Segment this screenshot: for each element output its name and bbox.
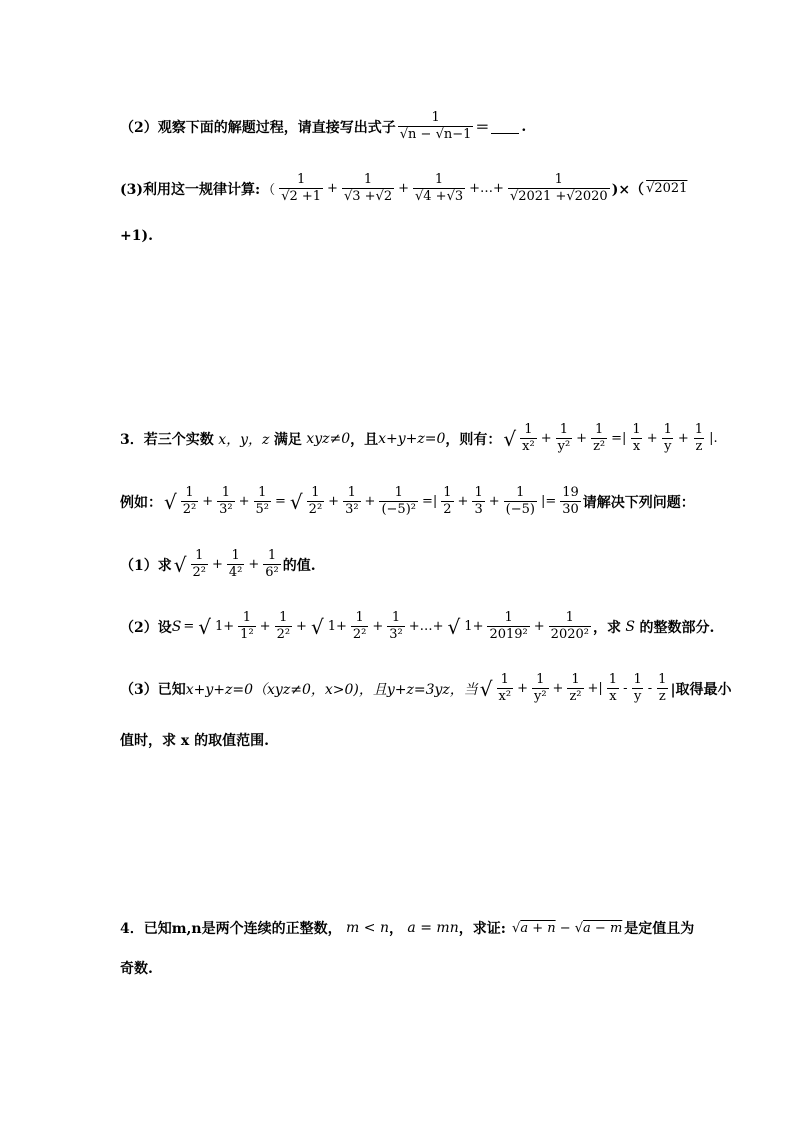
q2-part3: (3)利用这一规律计算: （ $\frac{1}{√2 +1}$ + $\frac{1}{√3 +√2}$ + $\frac{1}{√4 +√3}$ +…+ $\frac{1}{√2021 +√2020}$ )×（ √2021	[120, 172, 688, 204]
q3-intro: 3．若三个实数 x，y，z 满足 xyz≠0 ，且 x+y+z=0 ，则有： √ $\frac{1}{\text{x²}}$ + $\frac{1}{\text{y²}}$ + $\frac{1}{\text{z²}}$ =| $\frac{1}{x}$ + $\frac{1}{y}$ + $\frac{1}{z}$ |.	[120, 422, 718, 454]
q2-part2-eq: ＝	[475, 119, 490, 136]
q2-part3-label: (3)利用这一规律计算:	[120, 181, 261, 198]
q2-part2-fraction: $\frac{1}{√n - √n-1}$	[399, 110, 472, 142]
q3-part3: （3）已知 x+y+z=0（xyz≠0，x>0)，且y+z=3yz，当 √ $\frac{1}{\text{x²}}$ + $\frac{1}{\text{y²}}$ + $\frac{1}{\text{z²}}$ +| $\frac{1}{x}$ - $\frac{1}{y}$ - $\frac{1}{z}$ |取得最小	[120, 672, 732, 704]
q3-part1: （1）求 √ $\frac{1}{\text{2²}}$ + $\frac{1}{\text{4²}}$ + $\frac{1}{\text{6²}}$ 的值.	[120, 548, 316, 580]
q2-part2: （2）观察下面的解题过程，请直接写出式子 $\frac{1}{√n - √n-1}$ ＝ .	[120, 110, 527, 142]
q3-part2: （2）设 S = √ 1+ $\frac{1}{\text{1²}}$ + $\frac{1}{\text{2²}}$ + √ 1+ $\frac{1}{\text{2²}}$ + $\frac{1}{\text{3²}}$ +…+ √ 1+ $\frac{1}{\text{2019²}}$ + $\frac{1}{\text{2020²}}$ ，求 S 的整数部分.	[120, 610, 715, 642]
q4-line1: 4．已知m,n是两个连续的正整数， m < n ， a = mn ，求证: √a + n − √a − m 是定值且为	[120, 920, 695, 937]
q2-part2-blank	[491, 119, 519, 134]
example-value: $\frac{19}{30}$	[562, 485, 579, 517]
q3-part3-line2: 值时，求 x 的取值范围.	[120, 733, 269, 749]
q4-line2: 奇数.	[120, 961, 153, 977]
q2-part3-line2: +1).	[120, 228, 153, 244]
q3-example: 例如： √ $\frac{1}{\text{2²}}$ + $\frac{1}{\text{3²}}$ + $\frac{1}{\text{5²}}$ = √ $\frac{1}{\text{2²}}$ + $\frac{1}{\text{3²}}$ + $\frac{1}{\text{(−5)²}}$ =| $\frac{1}{2}$ + $\frac{1}{3}$ + $\frac{1}{(-5)}$ |= $\frac{19}{30}$ 请解决下列问题：	[120, 485, 695, 517]
q2-part2-label: （2）观察下面的解题过程，请直接写出式子	[120, 119, 396, 136]
